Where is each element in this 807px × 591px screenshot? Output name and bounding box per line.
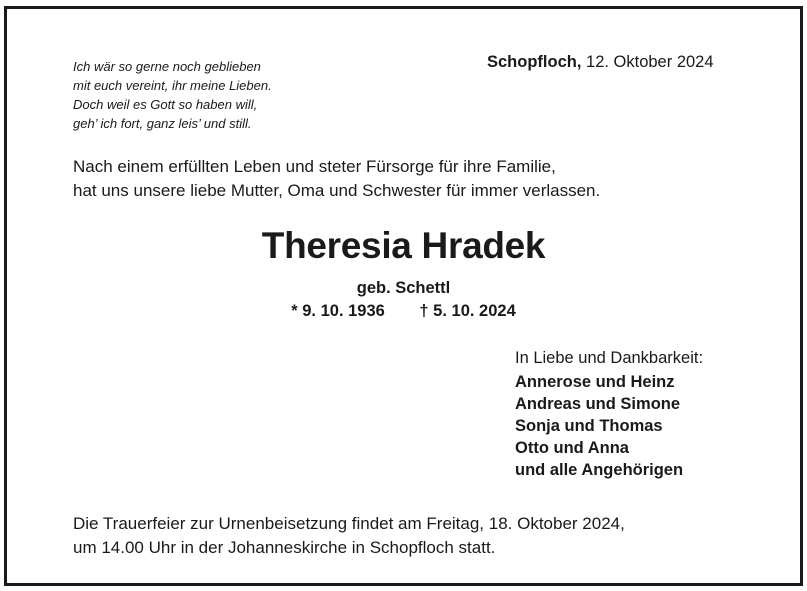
mourners-block xyxy=(515,347,703,481)
place-and-date xyxy=(487,53,714,72)
memorial-poem xyxy=(73,57,272,133)
birth-date: * 9. 10. 1936 xyxy=(291,302,385,320)
poem-line: mit euch vereint, ihr meine Lieben. xyxy=(73,78,272,93)
death-date: † 5. 10. 2024 xyxy=(419,302,516,320)
date: 12. Oktober 2024 xyxy=(586,53,714,71)
service-line: Die Trauerfeier zur Urnenbeisetzung findet am Freitag, 18. Oktober 2024, xyxy=(73,514,625,533)
mourner-name: Sonja und Thomas xyxy=(515,417,663,435)
service-line: um 14.00 Uhr in der Johanneskirche in Schopfloch statt. xyxy=(73,538,496,557)
place: Schopfloch, xyxy=(487,53,582,71)
intro-line: Nach einem erfüllten Leben und steter Fürsorge für ihre Familie, xyxy=(73,157,556,176)
deceased-name: Theresia Hradek xyxy=(261,225,546,266)
poem-line: Ich wär so gerne noch geblieben xyxy=(73,59,261,74)
mourners-lead: In Liebe und Dankbarkeit: xyxy=(515,349,704,367)
service-info xyxy=(73,512,625,560)
life-dates xyxy=(7,302,800,321)
poem-line: Doch weil es Gott so haben will, xyxy=(73,97,258,112)
poem-line: geh’ ich fort, ganz leis’ und still. xyxy=(73,116,252,131)
birth-name: geb. Schettl xyxy=(356,279,451,297)
obituary-notice xyxy=(4,6,803,586)
mourner-name: und alle Angehörigen xyxy=(515,461,684,479)
intro-text xyxy=(73,155,600,203)
mourner-name: Annerose und Heinz xyxy=(515,373,675,391)
intro-line: hat uns unsere liebe Mutter, Oma und Schwester für immer verlassen. xyxy=(73,181,601,200)
mourner-name: Andreas und Simone xyxy=(515,395,681,413)
mourner-name: Otto und Anna xyxy=(515,439,629,457)
